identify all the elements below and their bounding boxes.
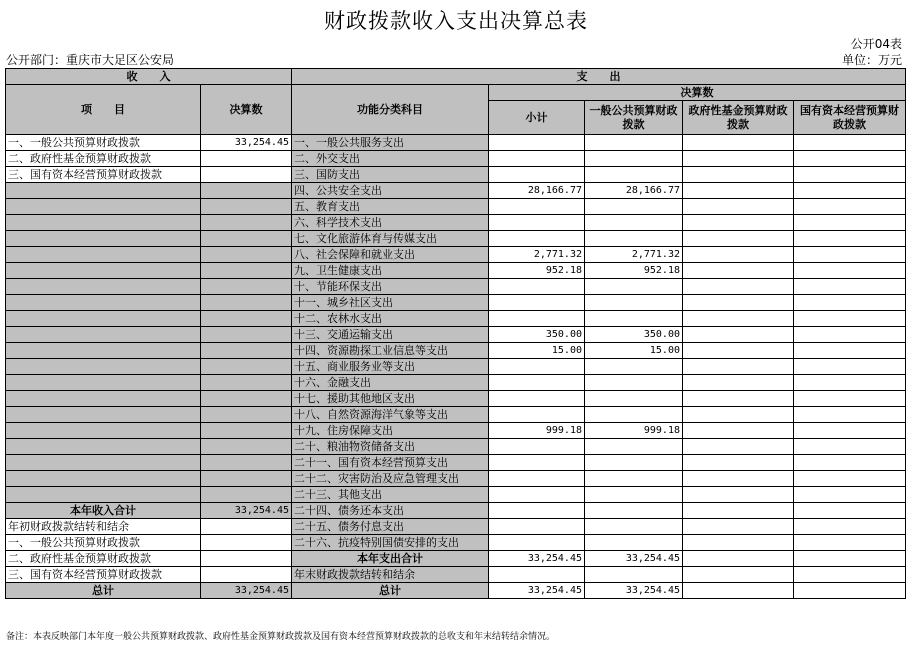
- income-amount-cell: [201, 519, 292, 535]
- state-capital-cell: [794, 135, 906, 151]
- gov-fund-cell: [683, 327, 794, 343]
- expense-item-cell: 十二、农林水支出: [292, 311, 489, 327]
- general-budget-cell: [585, 439, 683, 455]
- subtotal-cell: 999.18: [489, 423, 585, 439]
- gov-fund-cell: [683, 455, 794, 471]
- income-amount-cell: [201, 423, 292, 439]
- gov-fund-cell: [683, 231, 794, 247]
- table-row: [6, 343, 906, 359]
- state-capital-cell: [794, 471, 906, 487]
- expense-item-cell: 十九、住房保障支出: [292, 423, 489, 439]
- gov-fund-cell: [683, 311, 794, 327]
- income-amount-cell: [201, 311, 292, 327]
- subtotal-cell: [489, 231, 585, 247]
- expense-item-cell: 年末财政拨款结转和结余: [292, 567, 489, 583]
- general-budget-cell: [585, 295, 683, 311]
- income-item-cell: [6, 487, 201, 503]
- income-item-cell: 一、一般公共预算财政拨款: [6, 135, 201, 151]
- gov-fund-cell: [683, 247, 794, 263]
- subtotal-cell: [489, 455, 585, 471]
- income-item-cell: [6, 327, 201, 343]
- expense-item-cell: 十一、城乡社区支出: [292, 295, 489, 311]
- expense-item-cell: 三、国防支出: [292, 167, 489, 183]
- gov-fund-cell: [683, 199, 794, 215]
- general-budget-cell: [585, 215, 683, 231]
- income-amount-cell: [201, 359, 292, 375]
- gov-fund-cell: [683, 391, 794, 407]
- table-row: [6, 279, 906, 295]
- gov-fund-cell: [683, 263, 794, 279]
- state-capital-cell: [794, 551, 906, 567]
- table-row: [6, 567, 906, 583]
- subtotal-cell: [489, 487, 585, 503]
- subtotal-cell: 33,254.45: [489, 583, 585, 599]
- expense-item-cell: 七、文化旅游体育与传媒支出: [292, 231, 489, 247]
- general-budget-cell: [585, 407, 683, 423]
- income-item-cell: 三、国有资本经营预算财政拨款: [6, 567, 201, 583]
- income-item-cell: [6, 311, 201, 327]
- subtotal-cell: 15.00: [489, 343, 585, 359]
- income-amount-cell: [201, 455, 292, 471]
- income-amount-cell: [201, 407, 292, 423]
- table-row: [6, 439, 906, 455]
- income-item-cell: 总计: [6, 583, 201, 599]
- subtotal-cell: [489, 199, 585, 215]
- income-item-cell: [6, 215, 201, 231]
- subtotal-cell: [489, 407, 585, 423]
- gov-fund-cell: [683, 551, 794, 567]
- general-budget-cell: 33,254.45: [585, 583, 683, 599]
- income-amount-cell: [201, 471, 292, 487]
- table-row: [6, 455, 906, 471]
- subtotal-cell: [489, 535, 585, 551]
- state-capital-cell: [794, 535, 906, 551]
- income-amount-cell: [201, 391, 292, 407]
- state-capital-cell: [794, 199, 906, 215]
- income-item-cell: [6, 359, 201, 375]
- table-row: [6, 263, 906, 279]
- subtotal-header: 小计: [489, 101, 585, 135]
- page-title: 财政拨款收入支出决算总表: [324, 9, 588, 33]
- table-row: [6, 215, 906, 231]
- state-capital-cell: [794, 407, 906, 423]
- expense-item-cell: 十三、交通运输支出: [292, 327, 489, 343]
- subtotal-cell: [489, 151, 585, 167]
- general-budget-cell: 999.18: [585, 423, 683, 439]
- budget-table: [5, 68, 906, 599]
- expense-item-cell: 二十二、灾害防治及应急管理支出: [292, 471, 489, 487]
- income-item-cell: [6, 471, 201, 487]
- table-row: [6, 535, 906, 551]
- gov-fund-cell: [683, 471, 794, 487]
- expense-item-cell: 本年支出合计: [292, 551, 489, 567]
- general-budget-header: 一般公共预算财政拨款: [585, 101, 683, 135]
- state-capital-cell: [794, 375, 906, 391]
- income-item-cell: 三、国有资本经营预算财政拨款: [6, 167, 201, 183]
- general-budget-cell: [585, 535, 683, 551]
- final-amount-header: 决算数: [201, 85, 292, 135]
- expense-item-cell: 六、科学技术支出: [292, 215, 489, 231]
- expense-item-cell: 十七、援助其他地区支出: [292, 391, 489, 407]
- table-row: [6, 519, 906, 535]
- expense-item-cell: 十八、自然资源海洋气象等支出: [292, 407, 489, 423]
- gov-fund-cell: [683, 535, 794, 551]
- table-row: [6, 471, 906, 487]
- general-budget-cell: 952.18: [585, 263, 683, 279]
- table-row: [6, 359, 906, 375]
- income-amount-cell: [201, 327, 292, 343]
- income-amount-cell: 33,254.45: [201, 583, 292, 599]
- expense-item-cell: 二十、粮油物资储备支出: [292, 439, 489, 455]
- income-amount-cell: [201, 535, 292, 551]
- table-row: [6, 327, 906, 343]
- income-amount-cell: [201, 487, 292, 503]
- table-row: [6, 583, 906, 599]
- income-amount-cell: [201, 295, 292, 311]
- table-row: [6, 151, 906, 167]
- income-item-cell: [6, 423, 201, 439]
- expense-header: 支 出: [292, 69, 906, 85]
- footnote: 备注：本表反映部门本年度一般公共预算财政拨款、政府性基金预算财政拨款及国有资本经营预算财政拨款的总收支和年末结转结余情况。: [6, 632, 556, 642]
- subtotal-cell: 33,254.45: [489, 551, 585, 567]
- income-item-cell: [6, 455, 201, 471]
- income-amount-cell: [201, 551, 292, 567]
- state-capital-header: 国有资本经营预算财政拨款: [794, 101, 906, 135]
- income-item-cell: 一、一般公共预算财政拨款: [6, 535, 201, 551]
- table-row: [6, 407, 906, 423]
- income-item-cell: [6, 439, 201, 455]
- gov-fund-cell: [683, 135, 794, 151]
- subtotal-cell: [489, 215, 585, 231]
- income-item-cell: [6, 199, 201, 215]
- subtotal-cell: [489, 567, 585, 583]
- subtotal-cell: [489, 135, 585, 151]
- income-item-cell: 年初财政拨款结转和结余: [6, 519, 201, 535]
- general-budget-cell: 15.00: [585, 343, 683, 359]
- gov-fund-cell: [683, 423, 794, 439]
- subtotal-cell: 28,166.77: [489, 183, 585, 199]
- income-amount-cell: [201, 567, 292, 583]
- expense-item-cell: 二十六、抗疫特别国债安排的支出: [292, 535, 489, 551]
- state-capital-cell: [794, 567, 906, 583]
- table-row: [6, 199, 906, 215]
- income-item-cell: [6, 391, 201, 407]
- income-header: 收 入: [6, 69, 292, 85]
- department-label: 公开部门：重庆市大足区公安局: [6, 53, 175, 67]
- table-row: [6, 311, 906, 327]
- expense-item-cell: 二十五、债务付息支出: [292, 519, 489, 535]
- subtotal-cell: [489, 311, 585, 327]
- subtotal-cell: 2,771.32: [489, 247, 585, 263]
- state-capital-cell: [794, 263, 906, 279]
- income-amount-cell: [201, 279, 292, 295]
- income-amount-cell: [201, 151, 292, 167]
- gov-fund-cell: [683, 487, 794, 503]
- gov-fund-cell: [683, 183, 794, 199]
- table-row: [6, 375, 906, 391]
- general-budget-cell: [585, 519, 683, 535]
- income-item-cell: 二、政府性基金预算财政拨款: [6, 151, 201, 167]
- state-capital-cell: [794, 503, 906, 519]
- gov-fund-header: 政府性基金预算财政拨款: [683, 101, 794, 135]
- expense-item-cell: 四、公共安全支出: [292, 183, 489, 199]
- general-budget-cell: [585, 567, 683, 583]
- state-capital-cell: [794, 391, 906, 407]
- expense-item-cell: 总计: [292, 583, 489, 599]
- expense-item-cell: 九、卫生健康支出: [292, 263, 489, 279]
- general-budget-cell: [585, 359, 683, 375]
- table-row: [6, 487, 906, 503]
- state-capital-cell: [794, 423, 906, 439]
- expense-item-cell: 十、节能环保支出: [292, 279, 489, 295]
- gov-fund-cell: [683, 375, 794, 391]
- income-item-cell: [6, 295, 201, 311]
- income-amount-cell: [201, 247, 292, 263]
- expense-item-cell: 二十一、国有资本经营预算支出: [292, 455, 489, 471]
- gov-fund-cell: [683, 503, 794, 519]
- income-amount-cell: 33,254.45: [201, 135, 292, 151]
- general-budget-cell: [585, 279, 683, 295]
- state-capital-cell: [794, 167, 906, 183]
- subtotal-cell: 952.18: [489, 263, 585, 279]
- general-budget-cell: [585, 167, 683, 183]
- expense-item-cell: 二、外交支出: [292, 151, 489, 167]
- gov-fund-cell: [683, 407, 794, 423]
- income-amount-cell: [201, 215, 292, 231]
- general-budget-cell: [585, 391, 683, 407]
- gov-fund-cell: [683, 439, 794, 455]
- income-item-cell: 二、政府性基金预算财政拨款: [6, 551, 201, 567]
- income-amount-cell: [201, 263, 292, 279]
- state-capital-cell: [794, 327, 906, 343]
- gov-fund-cell: [683, 295, 794, 311]
- gov-fund-cell: [683, 583, 794, 599]
- gov-fund-cell: [683, 519, 794, 535]
- income-amount-cell: [201, 375, 292, 391]
- state-capital-cell: [794, 231, 906, 247]
- income-item-cell: [6, 247, 201, 263]
- gov-fund-cell: [683, 151, 794, 167]
- state-capital-cell: [794, 311, 906, 327]
- income-amount-cell: [201, 167, 292, 183]
- state-capital-cell: [794, 215, 906, 231]
- unit-label: 单位：万元: [841, 53, 902, 67]
- table-row: [6, 503, 906, 519]
- expense-item-cell: 十四、资源勘探工业信息等支出: [292, 343, 489, 359]
- item-header: 项 目: [6, 85, 201, 135]
- income-amount-cell: 33,254.45: [201, 503, 292, 519]
- subtotal-cell: [489, 503, 585, 519]
- income-item-cell: [6, 407, 201, 423]
- subtotal-cell: [489, 279, 585, 295]
- general-budget-cell: [585, 375, 683, 391]
- subtotal-cell: [489, 391, 585, 407]
- state-capital-cell: [794, 455, 906, 471]
- expense-item-cell: 二十三、其他支出: [292, 487, 489, 503]
- income-item-cell: [6, 343, 201, 359]
- table-row: [6, 551, 906, 567]
- general-budget-cell: 28,166.77: [585, 183, 683, 199]
- general-budget-cell: 350.00: [585, 327, 683, 343]
- subtotal-cell: 350.00: [489, 327, 585, 343]
- income-amount-cell: [201, 343, 292, 359]
- table-row: [6, 183, 906, 199]
- income-item-cell: [6, 263, 201, 279]
- expense-item-cell: 八、社会保障和就业支出: [292, 247, 489, 263]
- table-row: [6, 247, 906, 263]
- gov-fund-cell: [683, 343, 794, 359]
- state-capital-cell: [794, 151, 906, 167]
- general-budget-cell: [585, 503, 683, 519]
- table-row: [6, 231, 906, 247]
- general-budget-cell: [585, 471, 683, 487]
- subtotal-cell: [489, 359, 585, 375]
- general-budget-cell: [585, 231, 683, 247]
- expense-item-cell: 十六、金融支出: [292, 375, 489, 391]
- general-budget-cell: [585, 487, 683, 503]
- income-item-cell: 本年收入合计: [6, 503, 201, 519]
- state-capital-cell: [794, 439, 906, 455]
- table-body: [6, 135, 906, 599]
- subtotal-cell: [489, 167, 585, 183]
- income-amount-cell: [201, 199, 292, 215]
- expense-item-cell: 一、一般公共服务支出: [292, 135, 489, 151]
- income-item-cell: [6, 231, 201, 247]
- state-capital-cell: [794, 247, 906, 263]
- general-budget-cell: [585, 151, 683, 167]
- subtotal-cell: [489, 519, 585, 535]
- general-budget-cell: [585, 135, 683, 151]
- state-capital-cell: [794, 519, 906, 535]
- income-amount-cell: [201, 183, 292, 199]
- table-row: [6, 135, 906, 151]
- income-amount-cell: [201, 231, 292, 247]
- table-code: 公开04表: [850, 37, 902, 51]
- gov-fund-cell: [683, 359, 794, 375]
- income-item-cell: [6, 375, 201, 391]
- general-budget-cell: 33,254.45: [585, 551, 683, 567]
- expense-item-cell: 十五、商业服务业等支出: [292, 359, 489, 375]
- gov-fund-cell: [683, 567, 794, 583]
- state-capital-cell: [794, 583, 906, 599]
- final-group-header: 决算数: [489, 85, 906, 101]
- state-capital-cell: [794, 343, 906, 359]
- income-item-cell: [6, 183, 201, 199]
- func-class-header: 功能分类科目: [292, 85, 489, 135]
- subtotal-cell: [489, 375, 585, 391]
- expense-item-cell: 二十四、债务还本支出: [292, 503, 489, 519]
- gov-fund-cell: [683, 167, 794, 183]
- table-row: [6, 167, 906, 183]
- state-capital-cell: [794, 359, 906, 375]
- gov-fund-cell: [683, 215, 794, 231]
- subtotal-cell: [489, 471, 585, 487]
- income-item-cell: [6, 279, 201, 295]
- general-budget-cell: [585, 311, 683, 327]
- general-budget-cell: [585, 455, 683, 471]
- expense-item-cell: 五、教育支出: [292, 199, 489, 215]
- general-budget-cell: [585, 199, 683, 215]
- state-capital-cell: [794, 487, 906, 503]
- subtotal-cell: [489, 439, 585, 455]
- table-row: [6, 295, 906, 311]
- state-capital-cell: [794, 183, 906, 199]
- table-row: [6, 423, 906, 439]
- state-capital-cell: [794, 295, 906, 311]
- general-budget-cell: 2,771.32: [585, 247, 683, 263]
- income-amount-cell: [201, 439, 292, 455]
- subtotal-cell: [489, 295, 585, 311]
- gov-fund-cell: [683, 279, 794, 295]
- table-row: [6, 391, 906, 407]
- state-capital-cell: [794, 279, 906, 295]
